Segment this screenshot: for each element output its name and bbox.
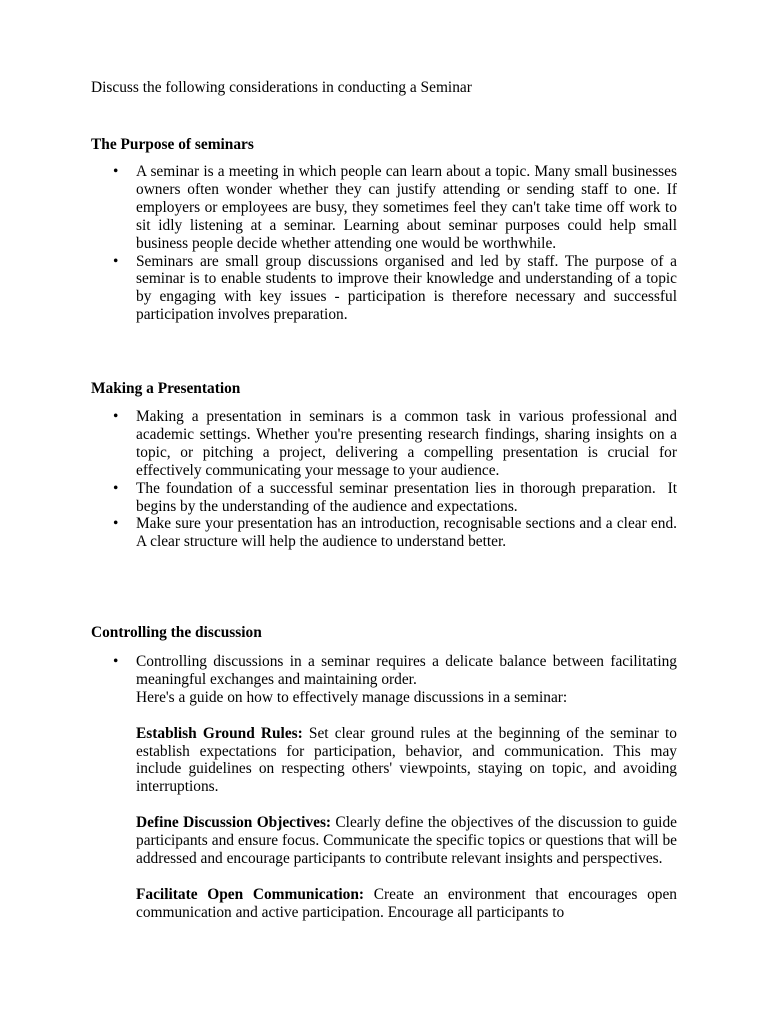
list-item — [113, 653, 677, 922]
presentation-bullet-list — [0, 408, 768, 551]
bullet-text: The foundation of a successful seminar presentation lies in thorough preparation. It begins by the understanding of the audience and expectations. — [136, 479, 681, 515]
discussion-bullet-list — [0, 653, 768, 922]
subpoint-open-communication — [136, 886, 677, 922]
intro-text: Discuss the following considerations in conducting a Seminar — [91, 79, 472, 96]
purpose-bullet-list — [0, 163, 768, 324]
guide-text: Here's a guide on how to effectively manage discussions in a seminar: — [136, 688, 568, 706]
bullet-text: Controlling discussions in a seminar requires a delicate balance between facilitating meaningful exchanges and maintaining order. — [136, 653, 677, 688]
subpoint-title: Define Discussion Objectives: — [136, 814, 332, 832]
bullet-text: Make sure your presentation has an introduction, recognisable sections and a clear end. A clear structure will help the audience to understand better. — [136, 515, 677, 551]
bullet-icon: • — [113, 408, 119, 425]
subpoint-title: Establish Ground Rules: — [136, 724, 303, 742]
bullet-icon: • — [113, 515, 119, 533]
subpoint-objectives — [136, 814, 677, 868]
section-heading-presentation: Making a Presentation — [91, 380, 241, 397]
bullet-icon: • — [113, 653, 119, 670]
bullet-icon: • — [113, 163, 119, 180]
subpoint-text: Create an environment that encourages open communication and active participation. Encourage all participants to — [136, 885, 677, 921]
bullet-text: Making a presentation in seminars is a common task in various professional and academic settings. Whether you're presenting research findings, sharing insights on a topic, or pitching a project, delivering a compelling presentation is crucial for effectively communicating your message to your audience. — [136, 408, 677, 479]
subpoint-text: Set clear ground rules at the beginning of the seminar to establish expectations for participation, behavior, and communication. This may include guidelines on respecting others' viewpoints, staying on topic, and avoiding interruptions. — [136, 724, 677, 796]
bullet-text: Seminars are small group discussions organised and led by staff. The purpose of a seminar is to enable students to improve their knowledge and understanding of a topic by engaging with key issues - participation is therefore necessary and successful participation involves preparation. — [136, 252, 677, 324]
list-item — [113, 515, 677, 551]
list-item — [113, 408, 677, 480]
list-item — [113, 479, 681, 516]
subpoint-ground-rules — [136, 725, 677, 797]
bullet-icon: • — [113, 479, 119, 497]
subpoint-text: Clearly define the objectives of the discussion to guide participants and ensure focus. Communicate the specific topics or questions that will be addressed and encourage participants to contribute relevant insights and perspectives. — [136, 814, 677, 867]
bullet-icon: • — [113, 252, 119, 270]
list-item — [113, 163, 677, 253]
bullet-text: A seminar is a meeting in which people can learn about a topic. Many small businesses owners often wonder whether they can justify attending or sending staff to one. If employers or employees are busy, they sometimes feel they can't take time off work to sit idly listening at a seminar. Learning about seminar purposes could help small business people decide whether attending one would be worthwhile. — [136, 163, 677, 252]
subpoint-title: Facilitate Open Communication: — [136, 885, 365, 903]
section-heading-purpose: The Purpose of seminars — [91, 136, 254, 153]
section-heading-discussion: Controlling the discussion — [91, 624, 262, 641]
list-item — [113, 252, 677, 325]
